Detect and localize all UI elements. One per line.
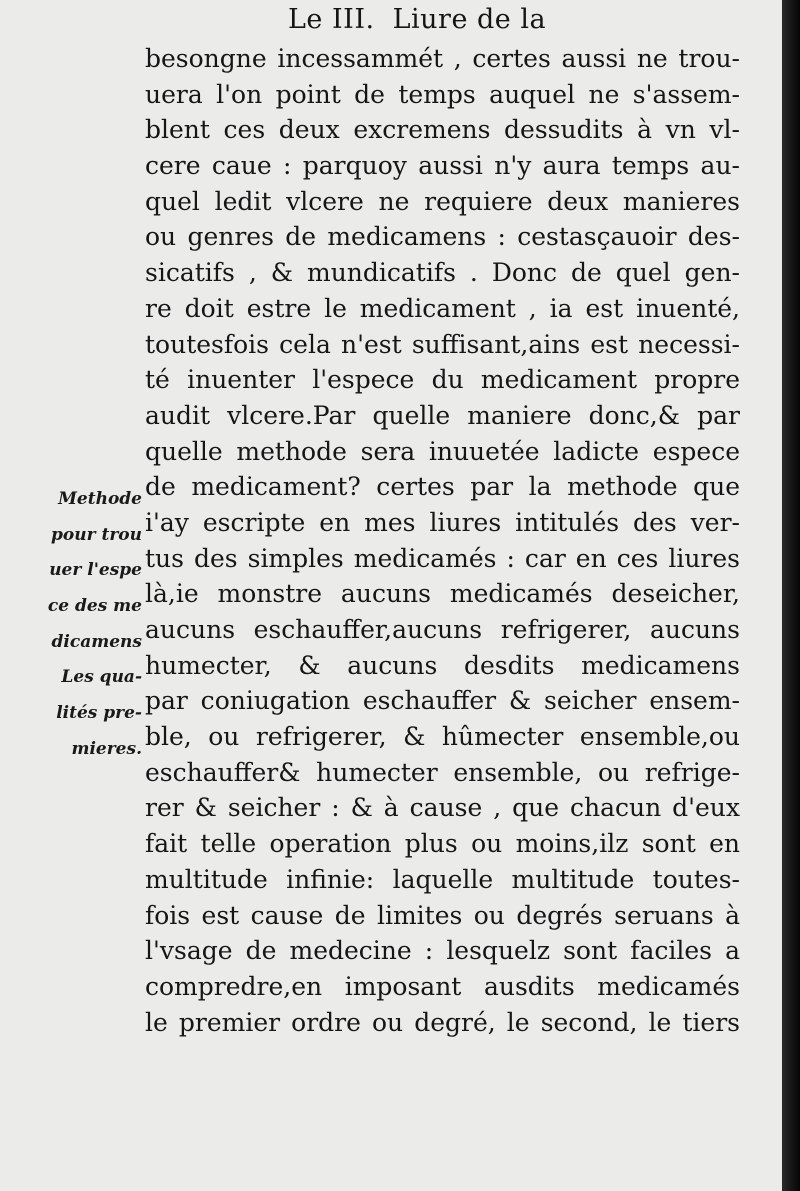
text-line: audit vlcere.Par quelle maniere donc,& par xyxy=(145,400,740,430)
text-line: de medicament? certes par la methode que xyxy=(145,472,740,502)
marginal-note-line: ce des me xyxy=(47,596,142,617)
text-line: eschauffer& humecter ensemble, ou refrige- xyxy=(145,757,740,787)
text-line: besongne incessammét , certes aussi ne trou- xyxy=(145,44,740,73)
text-line: sicatifs , & mundicatifs . Donc de quel gen- xyxy=(145,258,740,288)
marginal-note-line: lités pre- xyxy=(56,703,142,724)
folio-number: Le III. xyxy=(288,4,375,35)
running-header xyxy=(288,4,546,35)
text-line: fois est cause de limites ou degrés seruans à xyxy=(145,900,740,930)
text-line: blent ces deux excremens dessudits à vn vl- xyxy=(145,115,740,145)
marginal-notes xyxy=(30,482,142,768)
body-text xyxy=(145,41,740,1040)
text-line: cere caue : parquoy aussi n'y aura temps au- xyxy=(145,151,740,181)
text-line: re doit estre le medicament , ia est inuenté, xyxy=(145,293,740,323)
text-line: rer & seicher : & à cause , que chacun d'eux xyxy=(145,793,740,823)
text-line: par coniugation eschauffer & seicher ensem- xyxy=(145,686,740,716)
book-spine-shadow xyxy=(782,0,800,1191)
text-line: i'ay escripte en mes liures intitulés des ver- xyxy=(145,507,740,537)
text-line: compredre,en imposant ausdits medicamés xyxy=(145,971,740,1001)
text-line: l'vsage de medecine : lesquelz sont faciles a xyxy=(145,936,740,966)
marginal-note-line: pour trou xyxy=(51,524,142,545)
text-line: le premier ordre ou degré, le second, le tiers xyxy=(145,1007,740,1037)
text-line: tus des simples medicamés : car en ces liures xyxy=(145,543,740,573)
marginal-note-line: mieres. xyxy=(71,738,142,759)
marginal-note-line: Les qua- xyxy=(61,667,142,688)
marginal-note-line: uer l'espe xyxy=(49,560,142,581)
text-line: uera l'on point de temps auquel ne s'assem- xyxy=(145,79,740,109)
text-line: multitude infinie: laquelle multitude toutes- xyxy=(145,864,740,894)
text-line: quel ledit vlcere ne requiere deux manieres xyxy=(145,186,740,216)
text-line: quelle methode sera inuuetée ladicte espece xyxy=(145,436,740,466)
text-line: té inuenter l'espece du medicament propre xyxy=(145,365,740,395)
text-line: fait telle operation plus ou moins,ilz sont en xyxy=(145,829,740,859)
text-line: ou genres de medicamens : cestasçauoir des- xyxy=(145,222,740,252)
text-line: humecter, & aucuns desdits medicamens xyxy=(145,650,740,680)
text-line: toutesfois cela n'est suffisant,ains est necessi- xyxy=(145,329,740,359)
text-line: aucuns eschauffer,aucuns refrigerer, aucuns xyxy=(145,615,740,644)
running-title: Liure de la xyxy=(392,4,547,35)
text-line: ble, ou refrigerer, & hûmecter ensemble,ou xyxy=(145,722,740,752)
text-line: là,ie monstre aucuns medicamés deseicher, xyxy=(145,579,740,609)
marginal-note-line: Methode xyxy=(58,489,142,509)
marginal-note-line: dicamens xyxy=(51,631,142,652)
